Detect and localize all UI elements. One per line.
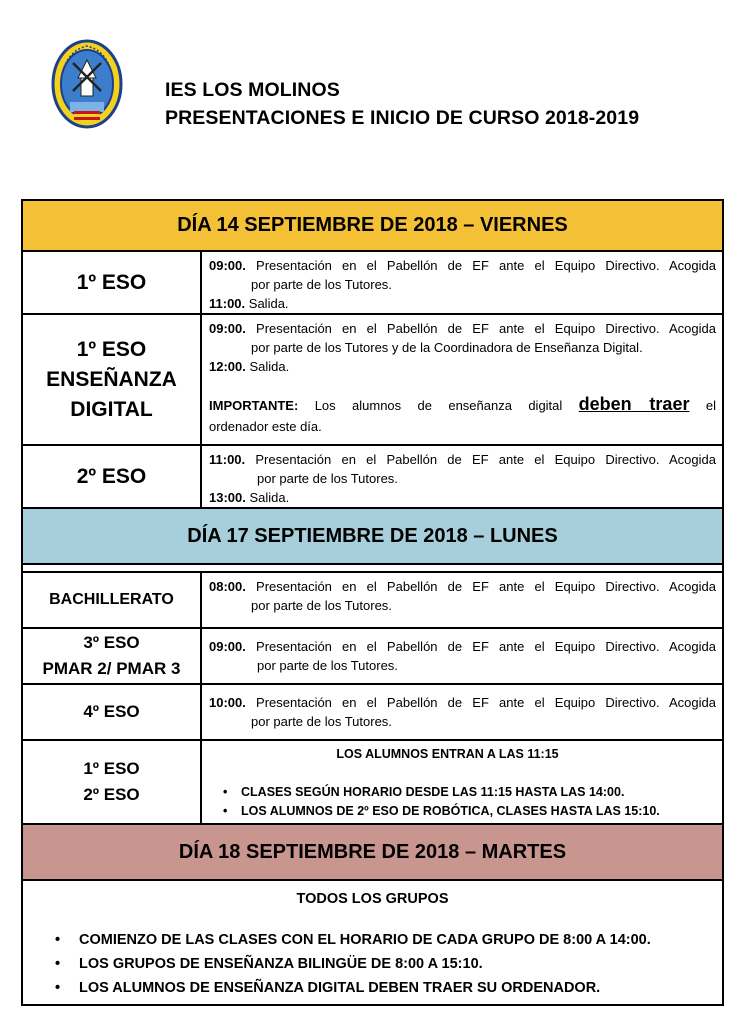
group-label: 1º ESO bbox=[23, 252, 202, 313]
list-item: • LOS ALUMNOS DE 2º ESO DE ROBÓTICA, CLASES HASTA LAS 15:10. bbox=[223, 804, 660, 818]
table-row bbox=[23, 629, 722, 685]
group-label: 2º ESO bbox=[23, 446, 202, 507]
group-label: 1º ESO ENSEÑANZA DIGITAL bbox=[23, 315, 202, 444]
school-logo bbox=[50, 38, 124, 130]
schedule-details: LOS ALUMNOS ENTRAN A LAS 11:15 • CLASES SEGÚN HORARIO DESDE LAS 11:15 HASTA LAS 14:00. • LOS ALUMNOS DE 2º ESO DE ROBÓTICA, CLASES HASTA LAS 15:10. bbox=[202, 741, 722, 823]
day-header-14: DÍA 14 SEPTIEMBRE DE 2018 – VIERNES bbox=[23, 201, 722, 252]
all-groups-section: TODOS LOS GRUPOS • COMIENZO DE LAS CLASES CON EL HORARIO DE CADA GRUPO DE 8:00 A 14:00. • LOS GRUPOS DE ENSEÑANZA BILINGÜE DE 8:00 A 15:10. • LOS ALUMNOS DE ENSEÑANZA DIGITAL DEBEN TRAER SU ORDENADOR. bbox=[23, 881, 722, 1004]
day-header-17: DÍA 17 SEPTIEMBRE DE 2018 – LUNES bbox=[23, 509, 722, 565]
schedule-details: 10:00. Presentación en el Pabellón de EF ante el Equipo Directivo. Acogida por parte de los Tutores. bbox=[209, 695, 716, 729]
list-item: • LOS ALUMNOS DE ENSEÑANZA DIGITAL DEBEN TRAER SU ORDENADOR. bbox=[55, 980, 601, 996]
schedule-details: 09:00. Presentación en el Pabellón de EF ante el Equipo Directivo. Acogida por parte de los Tutores. 11:00. Salida. bbox=[209, 258, 716, 311]
divider bbox=[23, 565, 722, 573]
group-label: 1º ESO 2º ESO bbox=[23, 741, 202, 823]
day-header-18: DÍA 18 SEPTIEMBRE DE 2018 – MARTES bbox=[23, 825, 722, 881]
table-row bbox=[23, 446, 722, 509]
school-name: IES LOS MOLINOS bbox=[165, 79, 340, 101]
table-row bbox=[23, 573, 722, 629]
list-item: • CLASES SEGÚN HORARIO DESDE LAS 11:15 HASTA LAS 14:00. bbox=[223, 785, 625, 799]
list-item: • LOS GRUPOS DE ENSEÑANZA BILINGÜE DE 8:00 A 15:10. bbox=[55, 956, 483, 972]
group-label: 4º ESO bbox=[23, 685, 202, 739]
page-title: PRESENTACIONES E INICIO DE CURSO 2018-2019 bbox=[165, 107, 640, 129]
schedule-table bbox=[21, 199, 724, 1006]
table-row bbox=[23, 315, 722, 446]
table-row bbox=[23, 685, 722, 741]
group-label: 3º ESO PMAR 2/ PMAR 3 bbox=[23, 629, 202, 683]
schedule-details: 11:00. Presentación en el Pabellón de EF ante el Equipo Directivo. Acogida por parte de los Tutores. 13:00. Salida. bbox=[209, 452, 716, 505]
table-row bbox=[23, 741, 722, 825]
schedule-details: 09:00. Presentación en el Pabellón de EF ante el Equipo Directivo. Acogida por parte de los Tutores. bbox=[209, 639, 716, 673]
schedule-details: 09:00. Presentación en el Pabellón de EF ante el Equipo Directivo. Acogida por parte de los Tutores y de la Coordinadora de Enseñanza Digital. 12:00. Salida. IMPORTANTE: Los alumnos de enseñanza digital deben traer el ordenador este día. bbox=[209, 321, 716, 434]
table-row bbox=[23, 252, 722, 315]
important-note: IMPORTANTE: Los alumnos de enseñanza digital deben traer el bbox=[209, 394, 716, 414]
schedule-details: 08:00. Presentación en el Pabellón de EF ante el Equipo Directivo. Acogida por parte de los Tutores. bbox=[209, 579, 716, 613]
list-item: • COMIENZO DE LAS CLASES CON EL HORARIO DE CADA GRUPO DE 8:00 A 14:00. bbox=[55, 932, 651, 948]
group-label: BACHILLERATO bbox=[23, 573, 202, 627]
